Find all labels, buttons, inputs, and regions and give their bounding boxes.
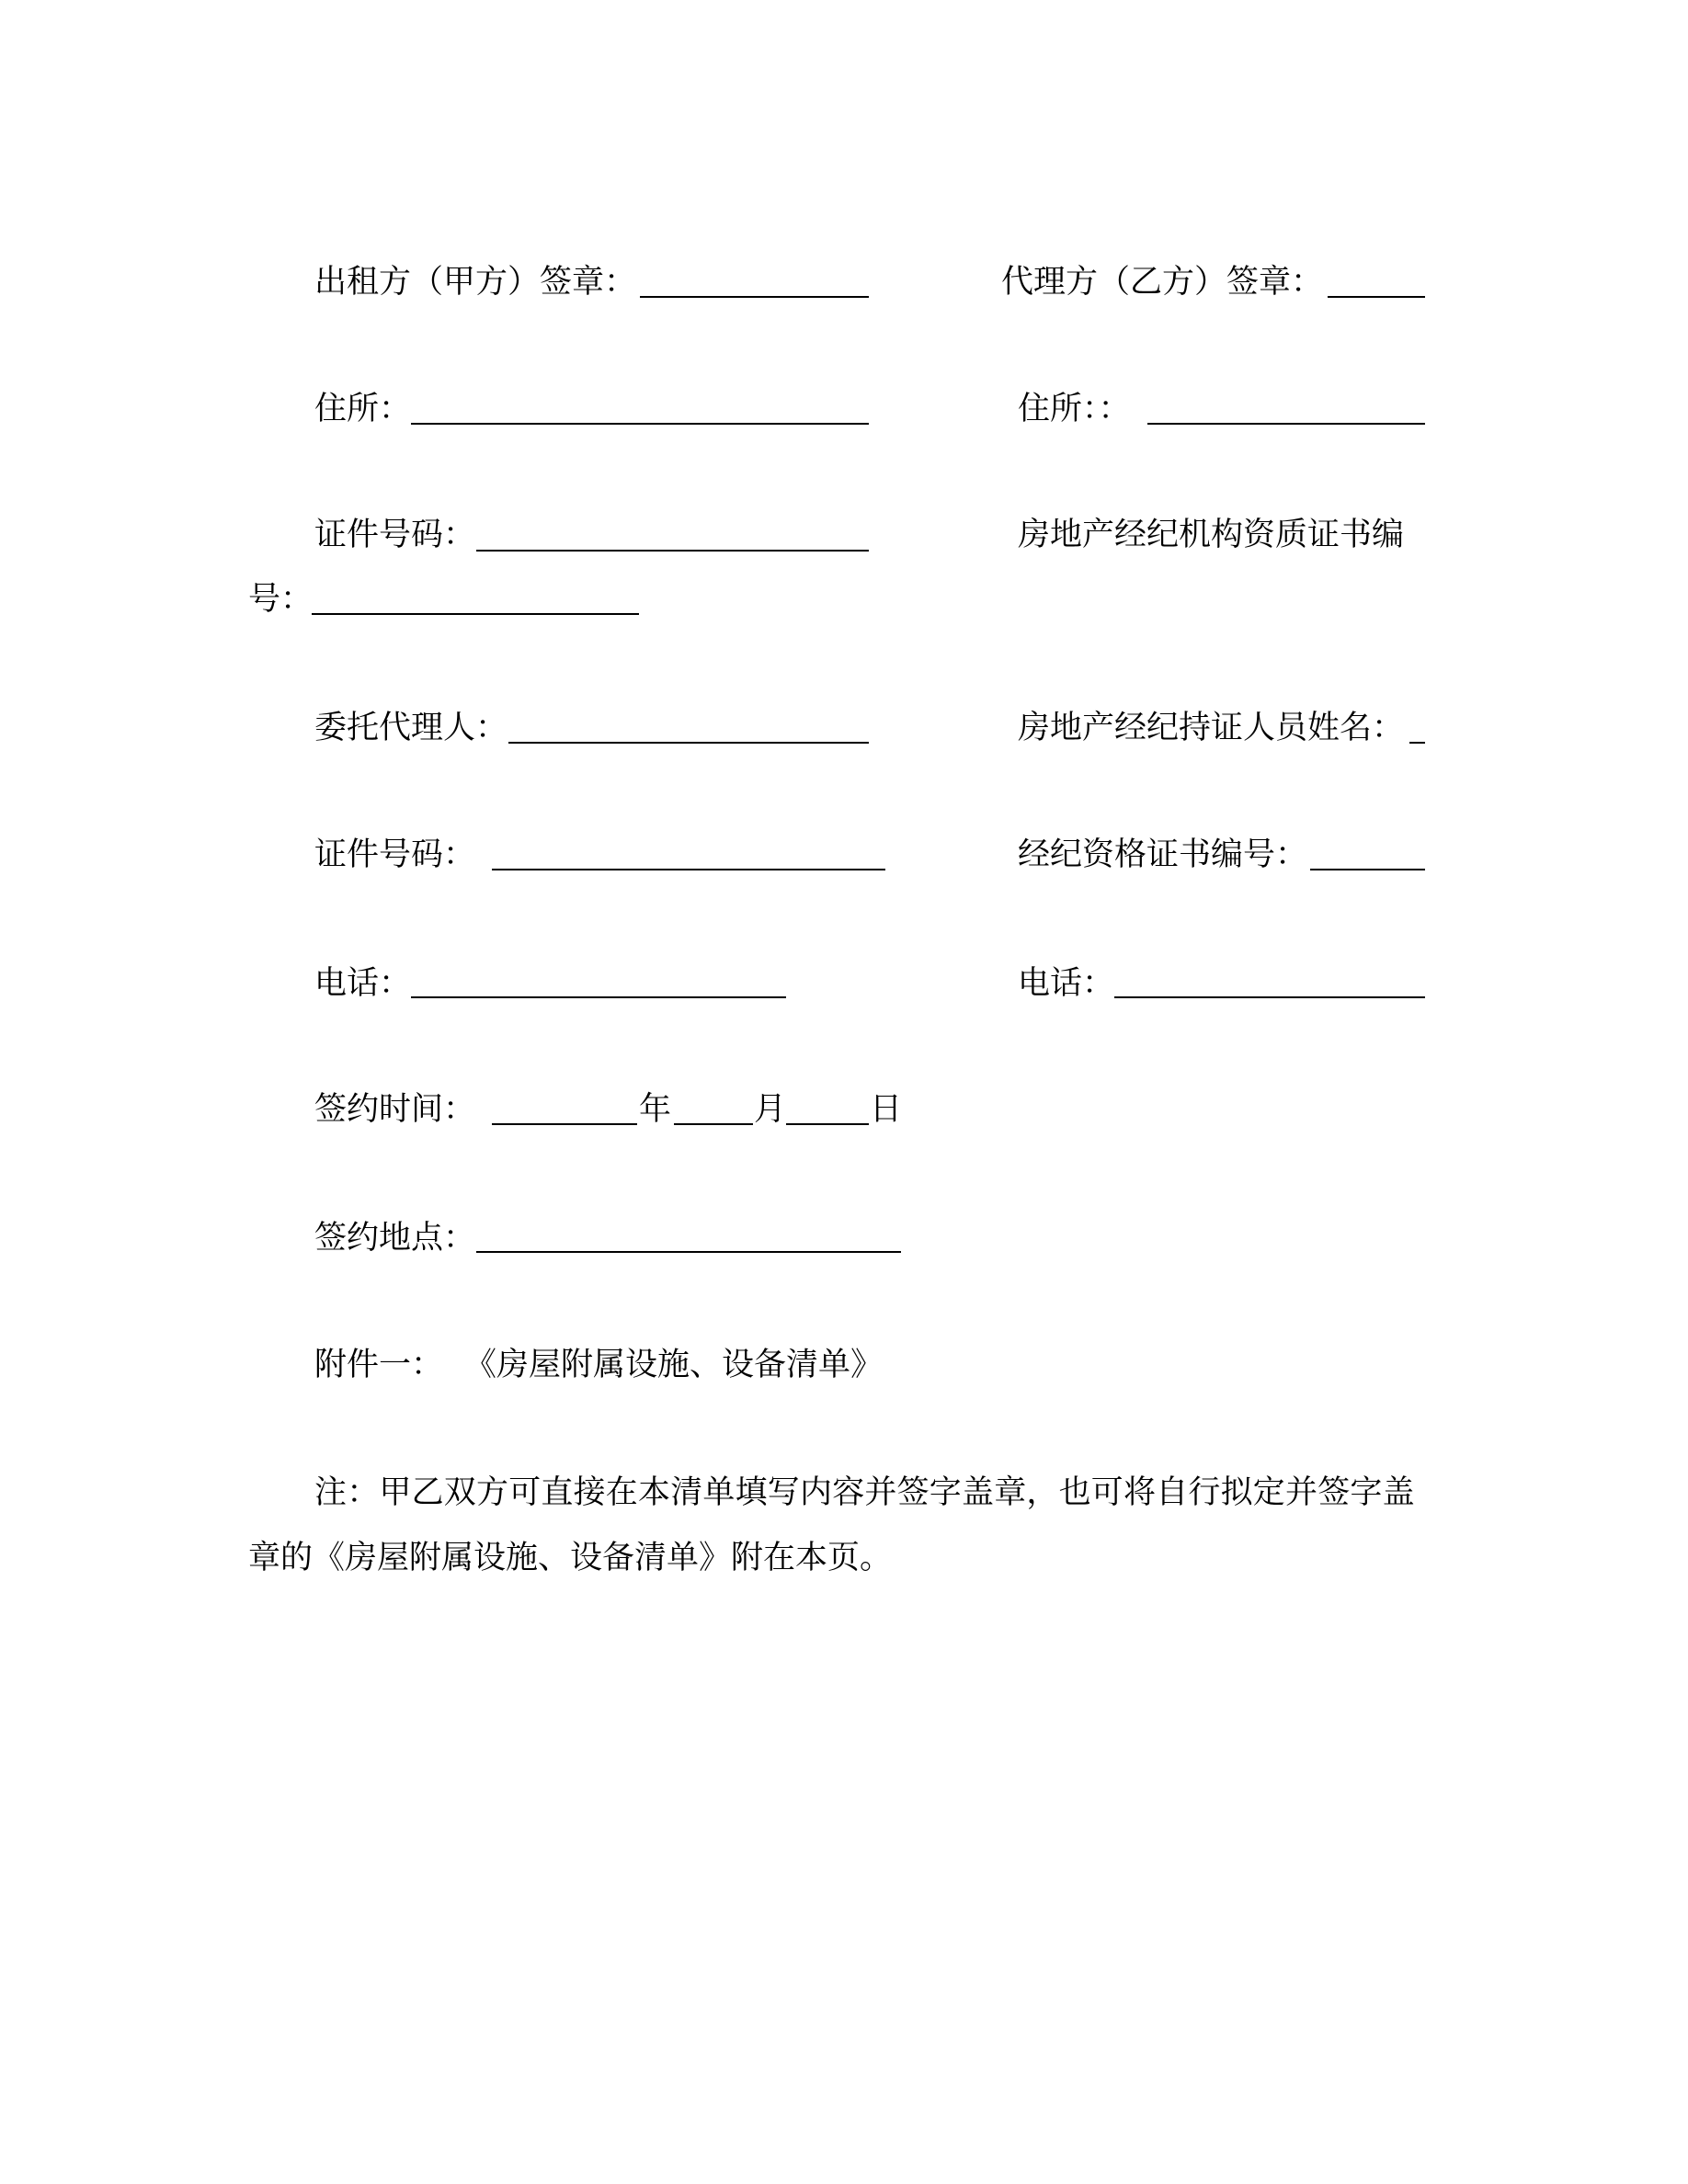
agency-signature-blank[interactable] (1328, 296, 1425, 298)
agency-qualification-blank[interactable] (312, 613, 639, 615)
agency-address-label: 住所：： (1018, 391, 1131, 427)
signing-time-label: 签约时间： (314, 1091, 476, 1128)
month-label: 月 (754, 1091, 787, 1128)
agent-id-blank[interactable] (492, 869, 885, 870)
lessor-address-blank[interactable] (411, 423, 869, 425)
agency-qualification-label-cont: 号： (248, 581, 314, 618)
year-label: 年 (639, 1091, 672, 1128)
lessor-signature-label: 出租方（甲方）签章： (314, 264, 637, 301)
attachment-label: 附件一： (314, 1347, 444, 1383)
signing-place-blank[interactable] (476, 1251, 901, 1253)
agency-signature-label: 代理方（乙方）签章： (1001, 264, 1324, 301)
day-label: 日 (870, 1091, 903, 1128)
signing-place-label: 签约地点： (314, 1220, 476, 1257)
lessor-agent-blank[interactable] (508, 742, 869, 744)
lessor-phone-label: 电话： (314, 965, 412, 1002)
agency-qualification-label: 房地产经纪机构资质证书编 (1018, 517, 1405, 553)
agency-address-blank[interactable] (1147, 423, 1425, 425)
broker-cert-label: 经纪资格证书编号： (1018, 836, 1308, 873)
lessor-agent-label: 委托代理人： (314, 710, 508, 746)
broker-cert-blank[interactable] (1310, 869, 1425, 870)
lessor-id-label: 证件号码： (314, 517, 476, 553)
lessor-address-label: 住所： (314, 391, 412, 427)
broker-name-label: 房地产经纪持证人员姓名： (1018, 710, 1405, 746)
agency-phone-label: 电话： (1018, 965, 1115, 1002)
note-line-2: 章的《房屋附属设施、设备清单》附在本页。 (248, 1540, 893, 1576)
broker-name-blank[interactable] (1409, 742, 1425, 744)
day-blank[interactable] (786, 1123, 869, 1125)
year-blank[interactable] (492, 1123, 637, 1125)
attachment-title: 《房屋附属设施、设备清单》 (464, 1347, 884, 1383)
lessor-id-blank[interactable] (476, 550, 869, 552)
lessor-phone-blank[interactable] (411, 996, 786, 998)
lessor-signature-blank[interactable] (640, 296, 869, 298)
agent-id-label: 证件号码： (314, 836, 476, 873)
note-line-1: 注：甲乙双方可直接在本清单填写内容并签字盖章，也可将自行拟定并签字盖 (314, 1474, 1415, 1511)
agency-phone-blank[interactable] (1114, 996, 1425, 998)
month-blank[interactable] (674, 1123, 753, 1125)
